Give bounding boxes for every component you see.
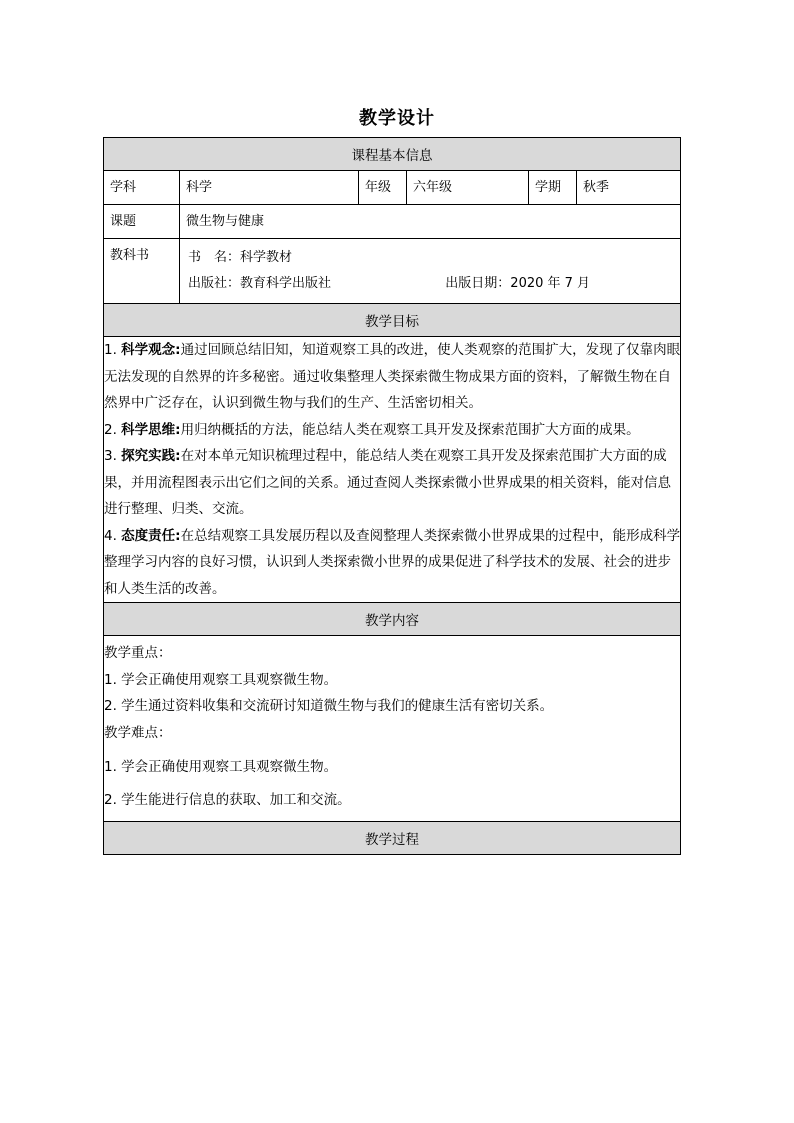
term-label: 学期	[529, 171, 577, 205]
topic-label: 课题	[104, 205, 180, 239]
objective-item: 4. 态度责任:在总结观察工具发展历程以及查阅整理人类探索微小世界成果的过程中，能形成科学整理学习内容的良好习惯，认识到人类探索微小世界的成果促进了科学技术的发展、社会的进步和人类生活的改善。	[104, 527, 681, 597]
textbook-row	[104, 239, 681, 304]
objective-item: 1. 科学观念:通过回顾总结旧知，知道观察工具的改进，使人类观察的范围扩大，发现了仅靠肉眼无法发现的自然界的许多秘密。通过收集整理人类探索微生物成果方面的资料，了解微生物在自然界中广泛存在，认识到微生物与我们的生产、生活密切相关。	[104, 342, 681, 411]
objective-item: 3. 探究实践:在对本单元知识梳理过程中，能总结人类在观察工具开发及探索范围扩大方面的成果，并用流程图表示出它们之间的关系。通过查阅人类探索微小世界成果的相关资料，能对信息进行整理、归类、交流。	[104, 448, 671, 517]
difficult-point-item: 1. 学会正确使用观察工具观察微生物。	[104, 759, 338, 775]
objectives-body	[104, 337, 681, 603]
difficult-points-label: 教学难点：	[104, 724, 172, 741]
book-name: 书 名：科学教材	[188, 250, 293, 265]
objectives-header-row	[104, 304, 681, 337]
publisher: 出版社：教育科学出版社	[188, 276, 332, 291]
key-point-item: 2. 学生通过资料收集和交流研讨知道微生物与我们的健康生活有密切关系。	[104, 698, 554, 714]
document-title: 教学设计	[359, 108, 435, 129]
grade-value: 六年级	[407, 171, 529, 205]
subject-row	[104, 171, 681, 205]
difficult-point-item: 2. 学生能进行信息的获取、加工和交流。	[104, 791, 351, 808]
basic-info-header-row	[104, 138, 681, 171]
process-header: 教学过程	[104, 822, 681, 855]
grade-label: 年级	[359, 171, 407, 205]
basic-info-header: 课程基本信息	[104, 138, 681, 171]
content-header: 教学内容	[104, 603, 681, 636]
subject-value: 科学	[180, 171, 359, 205]
term-value: 秋季	[577, 171, 681, 205]
publish-date: 出版日期：2020 年 7 月	[445, 276, 591, 291]
topic-value: 微生物与健康	[180, 205, 681, 239]
subject-label: 学科	[104, 171, 180, 205]
publisher-row	[180, 271, 680, 303]
topic-row	[104, 205, 681, 239]
process-header-row	[104, 822, 681, 855]
content-body	[104, 636, 681, 822]
objective-item: 2. 科学思维:用归纳概括的方法，能总结人类在观察工具开发及探索范围扩大方面的成果。	[104, 421, 640, 438]
textbook-info	[180, 239, 681, 304]
objectives-header: 教学目标	[104, 304, 681, 337]
content-header-row	[104, 603, 681, 636]
textbook-label: 教科书	[104, 239, 180, 304]
key-point-item: 1. 学会正确使用观察工具观察微生物。	[104, 671, 338, 688]
key-points-label: 教学重点：	[104, 645, 172, 661]
objectives-row	[104, 337, 681, 603]
lesson-plan-table	[103, 137, 681, 855]
content-row	[104, 636, 681, 822]
